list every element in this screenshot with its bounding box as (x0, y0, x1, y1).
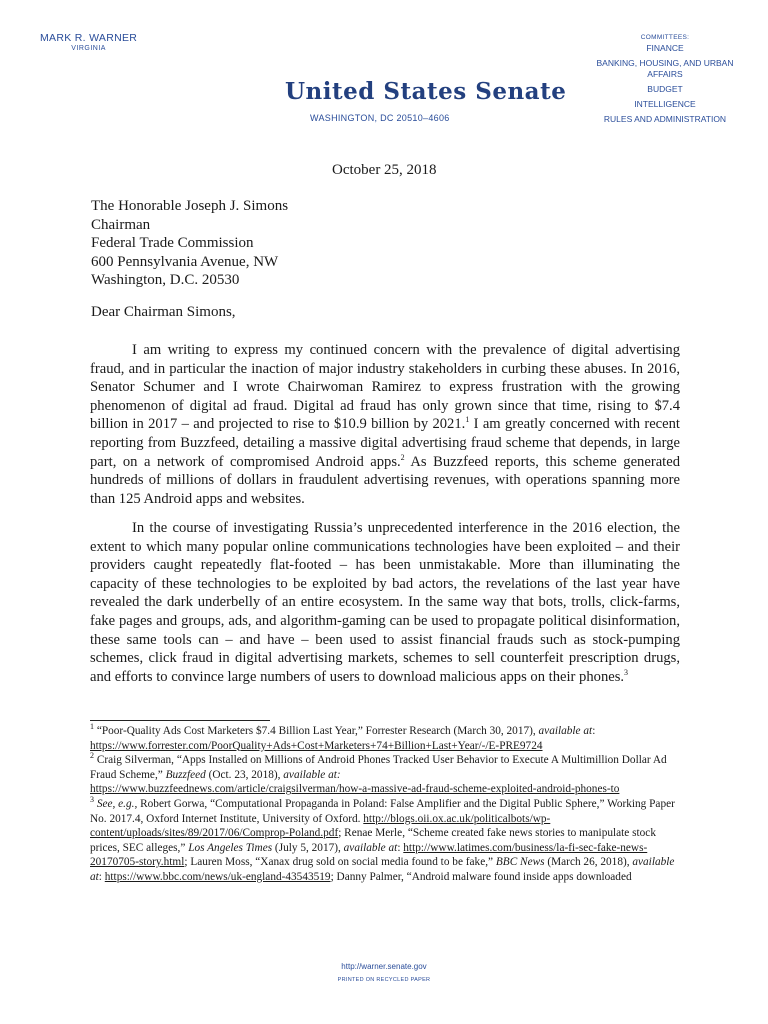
footnote: $^3$ See, e.g., Robert Gorwa, “Computational Propaganda in Poland: False Amplifier and the Digital Public Sphere,” Working Paper No. 2017.4, Oxford Internet Institute, University of Oxford. http://blogs.oii.ox.ac.uk/politicalbots/wp-content/uploads/sites/89/2017/06/Comprop-Poland.pdf; Renae Merle, “Scheme created fake news stories to manipulate stock prices, SEC alleges,” Los Angeles Times (July 5, 2017), available at: http://www.latimes.com/business/la-fi-sec-fake-news-20170705-story.html; Lauren Moss, “Xanax drug sold on social media found to be fake,” BBC News (March 26, 2018), available at: https://www.bbc.com/news/uk-england-43543519; Danny Palmer, “Android malware found inside apps downloaded (90, 795, 675, 883)
letter-date: October 25, 2018 (332, 162, 437, 178)
committee-item: BUDGET (647, 84, 683, 94)
salutation: Dear Chairman Simons, (91, 304, 236, 320)
sender-state: VIRGINIA (71, 45, 106, 52)
body-paragraph: In the course of investigating Russia’s unprecedented interference in the 2016 election, the extent to which many popular online communications technologies have been exploited – and their providers caught repeatedly flat-footed – has been unmistakable. More than illuminating the capacity of these technologies to be exploited by bad actors, the revelations of the last year have revealed the dark underbelly of an entire ecosystem. In the same way that bots, trolls, click-farms, fake pages and groups, ads, and algorithm-gaming can be used to propagate political disinformation, these same tools can – and have – been used to assist financial frauds such as stock-pumping schemes, click fraud in digital advertising markets, schemes to sell counterfeit prescription drugs, and efforts to convince large numbers of users to download malicious apps on their phones.$^3$ (90, 520, 680, 685)
recipient-line: Washington, D.C. 20530 (91, 272, 240, 288)
sender-name: MARK R. WARNER (40, 32, 138, 44)
footnote-ref: 1 (465, 415, 470, 425)
recipient-line: Federal Trade Commission (91, 235, 254, 251)
recipient-line: 600 Pennsylvania Avenue, NW (91, 253, 279, 270)
footnote-ref: 3 (624, 667, 629, 677)
page-footer (0, 962, 768, 983)
footnote-ref: 2 (400, 452, 405, 462)
sender-block (40, 32, 137, 52)
footer-url[interactable]: http://warner.senate.gov (341, 962, 427, 971)
body-paragraph: I am writing to express my continued concern with the prevalence of digital advertising fraud, and in particular the inaction of major industry stakeholders in curbing these abuses. In 2016, Senator Schumer and I wrote Chairwoman Ramirez to express frustration with the growing phenomenon of digital ad fraud. Digital ad fraud has only grown since that time, rising to $7.4 billion in 2017 – and projected to rise to $10.9 billion by 2021.$^1$ I am greatly concerned with recent reporting from Buzzfeed, detailing a massive digital advertising fraud scheme that depends, in large part, on a network of compromised Android apps.$^2$ As Buzzfeed reports, this scheme generated hundreds of millions of dollars in fraudulent advertising revenues, with operations spanning more than 125 Android apps and websites. (90, 342, 680, 507)
footnotes (90, 724, 684, 885)
footnote-divider (90, 720, 270, 721)
footnote-link[interactable]: http://www.latimes.com/business/la-fi-sec-fake-news-20170705-story.html (90, 841, 648, 869)
footnote-link[interactable]: https://www.bbc.com/news/uk-england-43543519 (104, 870, 331, 883)
footnote: $^1$ “Poor-Quality Ads Cost Marketers $7.4 Billion Last Year,” Forrester Research (March 30, 2017), available at: https://www.forrester.com/PoorQuality+Ads+Cost+Marketers+74+Billion+Last+Year/-/E-PRE9724 (90, 722, 596, 752)
committees-title: COMMITTEES: (640, 34, 690, 41)
committee-item: FINANCE (646, 43, 684, 53)
recipient-line: The Honorable Joseph J. Simons (91, 198, 289, 214)
footnote-link[interactable]: https://www.buzzfeednews.com/article/craigsilverman/how-a-massive-ad-fraud-scheme-exploited-android-phones-to (90, 783, 620, 796)
footnote-link[interactable]: http://blogs.oii.ox.ac.uk/politicalbots/wp-content/uploads/sites/89/2017/06/Comprop-Poland.pdf (90, 812, 551, 840)
footer-note: PRINTED ON RECYCLED PAPER (337, 977, 431, 983)
senate-address: WASHINGTON, DC 20510–4606 (310, 113, 450, 123)
recipient-line: Chairman (91, 216, 151, 233)
senate-title: United States Senate (285, 78, 567, 105)
footnote: $^2$ Craig Silverman, “Apps Installed on Millions of Android Phones Tracked User Behavior to Execute A Multimillion Dollar Ad Fraud Scheme,” Buzzfeed (Oct. 23, 2018), available at: https://www.buzzfeednews.com/article/craigsilverman/how-a-massive-ad-fraud-scheme-exploited-android-phones-to (90, 751, 667, 796)
recipient-address (91, 197, 288, 290)
committee-item: RULES AND ADMINISTRATION (603, 114, 727, 124)
committees-block (585, 34, 745, 125)
footnote-link[interactable]: https://www.forrester.com/PoorQuality+Ads+Cost+Marketers+74+Billion+Last+Year/-/E-PRE9724 (90, 739, 543, 752)
committee-item: BANKING, HOUSING, AND URBAN AFFAIRS (596, 58, 734, 79)
committee-item: INTELLIGENCE (634, 99, 696, 109)
